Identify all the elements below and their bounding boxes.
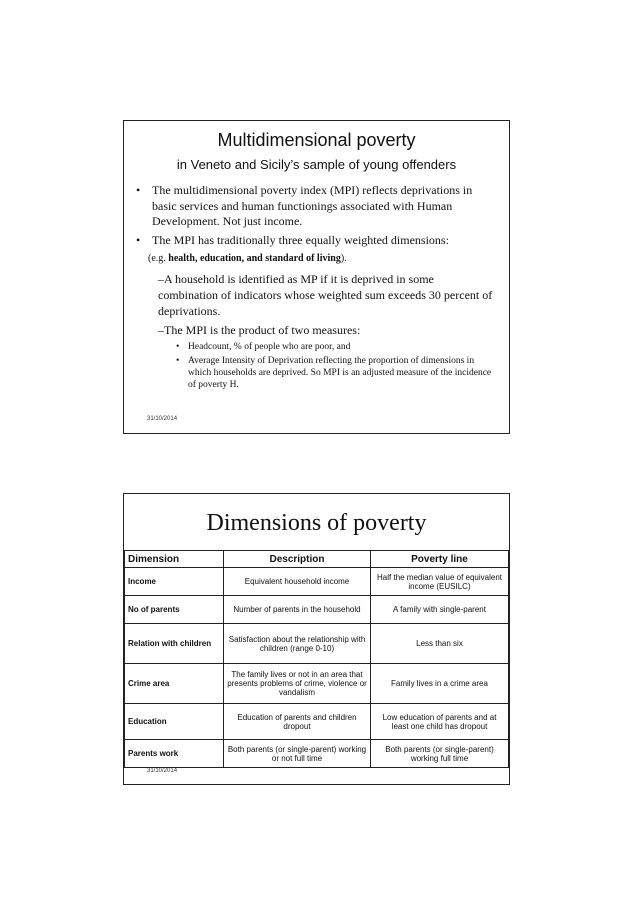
bullet-text: The MPI has traditionally three equally weighted dimensions: bbox=[152, 232, 449, 247]
cell-description: Education of parents and children dropout bbox=[224, 704, 371, 740]
header-poverty-line: Poverty line bbox=[371, 551, 509, 568]
slide-title: Dimensions of poverty bbox=[206, 510, 427, 536]
bullet-item bbox=[124, 183, 509, 230]
cell-description: Both parents (or single-parent) working or not full time bbox=[224, 740, 371, 768]
sub-bullet: –A household is identified as MP if it is deprived in some combination of indicators whose weighted sum exceeds 30 percent of deprivations. bbox=[158, 271, 493, 318]
cell-dimension: Parents work bbox=[125, 740, 224, 768]
slide-dimensions-of-poverty bbox=[123, 493, 510, 785]
slide-subtitle: in Veneto and Sicily’s sample of young offenders bbox=[176, 157, 457, 172]
bullet-dot-icon: • bbox=[136, 232, 141, 247]
cell-dimension: Education bbox=[125, 704, 224, 740]
cell-dimension: Relation with children bbox=[125, 624, 224, 664]
slide-title: Multidimensional poverty bbox=[217, 130, 416, 150]
cell-description: Equivalent household income bbox=[224, 568, 371, 596]
example-dimensions: health, education, and standard of living bbox=[168, 253, 341, 264]
cell-poverty-line: Less than six bbox=[371, 624, 509, 664]
table-row bbox=[125, 664, 509, 704]
bullet-list bbox=[124, 183, 509, 393]
bullet-item bbox=[124, 233, 509, 249]
cell-dimension: No of parents bbox=[125, 596, 224, 624]
cell-description: The family lives or not in an area that presents problems of crime, violence or vandalism bbox=[224, 664, 371, 704]
cell-dimension: Crime area bbox=[125, 664, 224, 704]
sub-sub-bullet: • Average Intensity of Deprivation reflecting the proportion of dimensions in which households are deprived. So MPI is an adjusted measure of the incidence of poverty H. bbox=[176, 355, 492, 390]
table-row bbox=[125, 704, 509, 740]
cell-poverty-line: A family with single-parent bbox=[371, 596, 509, 624]
sub-bullet: –The MPI is the product of two measures: bbox=[158, 322, 361, 337]
header-description: Description bbox=[224, 551, 371, 568]
bullet-dot-icon: • bbox=[136, 183, 141, 197]
example-note: (e.g. health, education, and standard of living). bbox=[148, 253, 347, 264]
cell-poverty-line: Both parents (or single-parent) working full time bbox=[371, 740, 509, 768]
cell-poverty-line: Half the median value of equivalent income (EUSILC) bbox=[371, 568, 509, 596]
bullet-dot-icon: • bbox=[176, 355, 180, 366]
cell-poverty-line: Family lives in a crime area bbox=[371, 664, 509, 704]
cell-description: Number of parents in the household bbox=[224, 596, 371, 624]
slide-date: 31/10/2014 bbox=[147, 768, 178, 774]
cell-dimension: Income bbox=[125, 568, 224, 596]
table-header-row bbox=[125, 551, 509, 568]
bullet-text: The multidimensional poverty index (MPI) reflects deprivations in basic services and human functionings associated with Human Development. Not just income. bbox=[152, 183, 473, 228]
poverty-dimensions-table bbox=[124, 550, 509, 768]
slide-date: 31/10/2014 bbox=[147, 416, 178, 422]
bullet-dot-icon: • bbox=[176, 341, 180, 352]
table-row bbox=[125, 596, 509, 624]
slide-multidimensional-poverty bbox=[123, 120, 510, 434]
table-row bbox=[125, 568, 509, 596]
table-row bbox=[125, 740, 509, 768]
header-dimension: Dimension bbox=[125, 551, 224, 568]
cell-poverty-line: Low education of parents and at least one child has dropout bbox=[371, 704, 509, 740]
sub-sub-bullet: • Headcount, % of people who are poor, and bbox=[176, 341, 351, 352]
table-row bbox=[125, 624, 509, 664]
cell-description: Satisfaction about the relationship with children (range 0-10) bbox=[224, 624, 371, 664]
